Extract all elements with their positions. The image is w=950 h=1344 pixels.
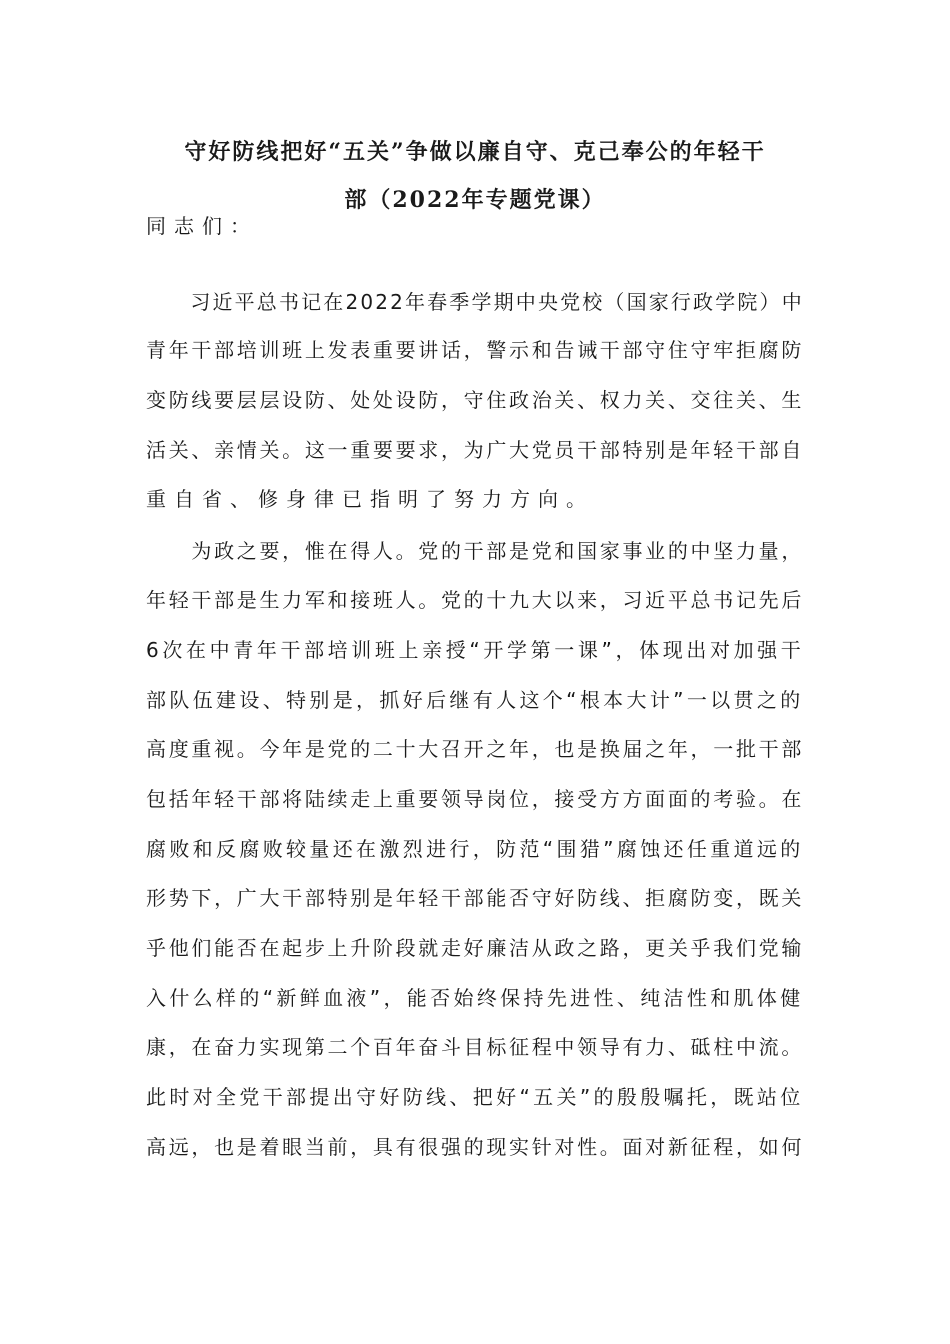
title-line-1: 守好防线把好“五关”争做以廉自守、克己奉公的年轻干 bbox=[184, 139, 766, 165]
paragraph-line: 年轻干部是生力军和接班人。党的十九大以来，习近平总书记先后 bbox=[146, 588, 805, 612]
paragraph-line: 腐败和反腐败较量还在激烈进行，防范“围猎”腐蚀还任重道远的 bbox=[146, 837, 804, 861]
paragraph-line: 入什么样的“新鲜血液”，能否始终保持先进性、纯洁性和肌体健 bbox=[146, 986, 804, 1010]
paragraph-line: 6次在中青年干部培训班上亲授“开学第一课”，体现出对加强干 bbox=[146, 638, 805, 662]
paragraph-line: 活关、亲情关。这一重要要求，为广大党员干部特别是年轻干部自 bbox=[146, 438, 805, 462]
paragraph-line: 康，在奋力实现第二个百年奋斗目标征程中领导有力、砥柱中流。 bbox=[146, 1035, 805, 1059]
paragraph-line: 此时对全党干部提出守好防线、把好“五关”的殷殷嘱托，既站位 bbox=[146, 1085, 804, 1109]
document-title bbox=[140, 128, 810, 224]
paragraph-line: 高远，也是着眼当前，具有很强的现实针对性。面对新征程，如何 bbox=[146, 1135, 805, 1159]
paragraph-line: 部队伍建设、特别是，抓好后继有人这个“根本大计”一以贯之的 bbox=[146, 688, 804, 712]
salutation: 同志们： bbox=[146, 214, 258, 238]
paragraph-line: 习近平总书记在2022年春季学期中央党校（国家行政学院）中 bbox=[146, 290, 804, 314]
paragraph-line: 包括年轻干部将陆续走上重要领导岗位，接受方方面面的考验。在 bbox=[146, 787, 805, 811]
paragraph-line: 形势下，广大干部特别是年轻干部能否守好防线、拒腐防变，既关 bbox=[146, 886, 805, 910]
paragraph-line: 重自省、修身律已指明了努力方向。 bbox=[146, 487, 594, 511]
paragraph-line: 青年干部培训班上发表重要讲话，警示和告诫干部守住守牢拒腐防 bbox=[146, 338, 805, 362]
title-line-2: 部（2022年专题党课） bbox=[344, 187, 606, 213]
paragraph-line: 变防线要层层设防、处处设防，守住政治关、权力关、交往关、生 bbox=[146, 388, 805, 412]
paragraph-line: 为政之要，惟在得人。党的干部是党和国家事业的中坚力量， bbox=[146, 539, 805, 563]
paragraph-line: 高度重视。今年是党的二十大召开之年，也是换届之年，一批干部 bbox=[146, 737, 805, 761]
paragraph-line: 乎他们能否在起步上升阶段就走好廉洁从政之路，更关乎我们党输 bbox=[146, 936, 805, 960]
